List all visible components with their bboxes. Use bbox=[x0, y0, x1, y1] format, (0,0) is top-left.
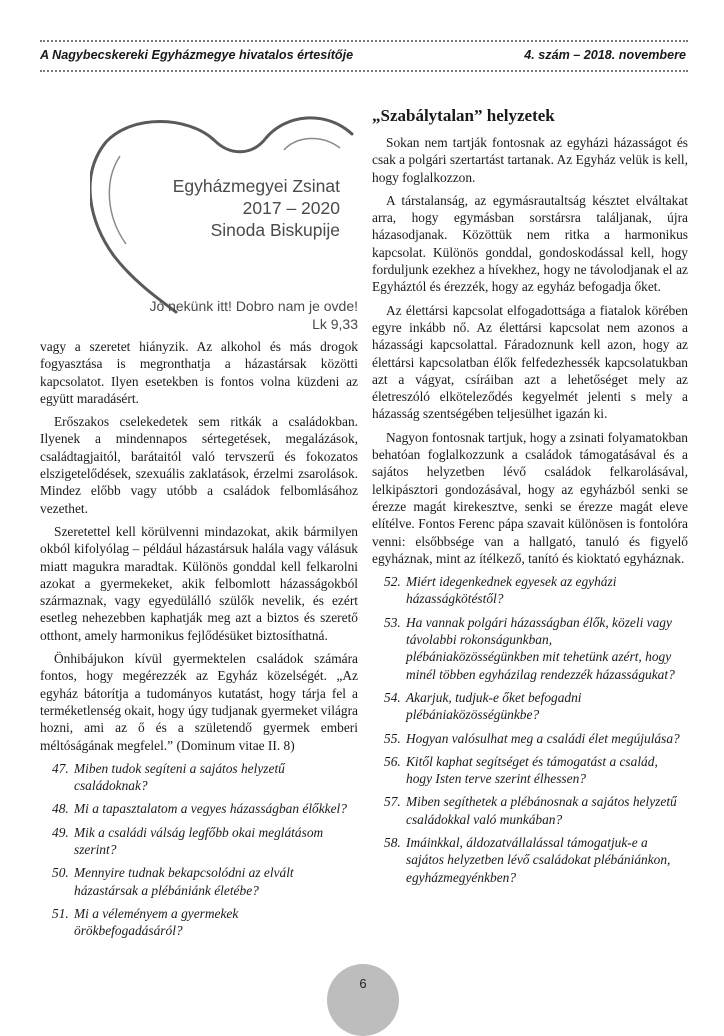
header-rule-bottom bbox=[40, 70, 688, 72]
synod-name-serbian: Sinoda Biskupije bbox=[210, 220, 340, 240]
header-publication-title: A Nagybecskereki Egyházmegye hivatalos értesítője bbox=[40, 48, 354, 62]
question-item bbox=[372, 793, 688, 828]
header-rule-top bbox=[40, 40, 688, 42]
question-item bbox=[372, 689, 688, 724]
paragraph: Szeretettel kell körülvenni mindazokat, akik bármilyen okból kifolyólag – például házastársuk halála vagy válásuk miatt magukra maradtak. Különös gonddal kell felkarolni azokat a gyermekeket, akik felbomlott házasságokból származnak, vagy egyedülálló szülők nevelik, és ezért esetleg nehezebben kaphatják meg azt a biztos és szerető otthont, amely harmonikus fejlődésüket biztosíthatná. bbox=[40, 523, 358, 643]
header-issue-date: 4. szám – 2018. novembere bbox=[524, 48, 686, 62]
question-text: Mik a családi válság legfőbb okai meglátásom szerint? bbox=[74, 824, 324, 858]
question-number: 47. bbox=[52, 760, 69, 776]
paragraph: Sokan nem tartják fontosnak az egyházi házasságot és csak a polgári szertartást tartanak. Az Egyház velük is kell, hogy foglalkozzon. bbox=[372, 135, 688, 185]
page-number-badge bbox=[327, 964, 399, 1036]
question-item bbox=[372, 730, 688, 747]
question-text: Miért idegenkednek egyesek az egyházi házasságkötéstől? bbox=[406, 574, 617, 607]
paragraph: vagy a szeretet hiányzik. Az alkohol és más drogok fogyasztása is megronthatja a házastársak közötti kapcsolatot. Ilyen esetekben is fontos volna küzdeni az együtt maradásért. bbox=[40, 339, 358, 406]
question-text: Miben segíthetek a plébánosnak a sajátos helyzetű családokkal való munkában? bbox=[406, 794, 677, 827]
question-item bbox=[372, 834, 688, 886]
question-number: 53. bbox=[384, 614, 401, 630]
paragraph: Önhibájukon kívül gyermektelen családok számára fontos, hogy megérezzék az Egyház közelségét. „Az egyház bátorítja a tudományos kutatást, hogy tárja fel a terméketlenség okait, hogy úgy tudjanak gyermeket világra hozni, ami az ő és a születendő gyermek emberi méltóságának megfelel.” (Dominum vitae II. 8) bbox=[40, 651, 358, 753]
question-text: Akarjuk, tudjuk-e őket befogadni plébániaközösségünkbe? bbox=[406, 689, 582, 723]
question-text: Miben tudok segíteni a sajátos helyzetű családoknak? bbox=[74, 760, 285, 794]
question-item bbox=[40, 760, 358, 795]
synod-name-hungarian: Egyházmegyei Zsinat bbox=[172, 176, 340, 196]
question-item bbox=[372, 573, 688, 608]
page-number: 6 bbox=[359, 976, 367, 991]
question-number: 48. bbox=[52, 801, 69, 817]
question-number: 55. bbox=[384, 730, 401, 746]
synod-motto: Jó nekünk itt! Dobro nam je ovde! bbox=[149, 298, 358, 314]
question-item bbox=[40, 824, 358, 859]
paragraph: Erőszakos cselekedetek sem ritkák a családokban. Ilyenek a mindennapos sértegetések, megalázások, családtagjaitól, barátaitól való tervszerű és fokozatos elszigetelődések, szexuális zaklatások, érzelmi zsarolások. Mindez előbb vagy utóbb a családok felbomlásához vezethet. bbox=[40, 414, 358, 516]
synod-logo bbox=[90, 116, 360, 342]
paragraph: A társtalanság, az egymásrautaltság késztet elváltakat arra, hogy egymásban sorstársra találjanak, újra házasodjanak. Közöttük nem ritka a harmonikus kapcsolat. Különös gonddal, gondoskodással kell, hogy forduljunk ezekhez a hívekhez, hogy ne távolodjanak el az Egyháztól és érezzék, hogy az egyház befogadja őket. bbox=[372, 192, 688, 295]
question-item bbox=[372, 753, 688, 788]
question-item bbox=[372, 614, 688, 683]
section-title: „Szabálytalan” helyzetek bbox=[372, 106, 555, 125]
question-number: 54. bbox=[384, 689, 401, 705]
question-text: Ha vannak polgári házasságban élők, közeli vagy távolabbi rokonságunkban, plébániaközösségünkben mit tehetünk azért, hogy minél többen egyházilag rendezzék házasságukat? bbox=[406, 614, 675, 682]
right-column bbox=[372, 106, 688, 892]
question-text: Hogyan valósulhat meg a családi élet megújulása? bbox=[406, 730, 680, 746]
question-item bbox=[40, 800, 358, 817]
synod-motto-reference: Lk 9,33 bbox=[312, 316, 358, 332]
question-number: 58. bbox=[384, 834, 401, 850]
question-number: 49. bbox=[52, 824, 69, 840]
question-text: Mennyire tudnak bekapcsolódni az elvált házastársak a plébániánk életébe? bbox=[74, 865, 294, 898]
paragraph: Nagyon fontosnak tartjuk, hogy a zsinati folyamatokban behatóan foglalkozzunk a családok támogatásával és a sajátos helyzetben lévő családok felkarolásával, lelkipásztori gondozásával, hogy az egyházból senki se érezze magát kirekesztve, senki se érezze magát eleve elítélve. Fontos Ferenc pápa szavait különösen is fontolóra venni: elsőbbsége van a hallgató, tanuló és figyelő egyháznak, mint az ítélkező, tanító és kioktató egyháznak. bbox=[372, 429, 688, 566]
question-number: 51. bbox=[52, 905, 69, 921]
question-number: 57. bbox=[384, 794, 401, 810]
question-text: Kitől kaphat segítséget és támogatást a család, hogy Isten terve szerint élhessen? bbox=[406, 753, 658, 787]
question-text: Mi a tapasztalatom a vegyes házasságban élőkkel? bbox=[74, 801, 347, 817]
left-column bbox=[40, 338, 358, 946]
question-item bbox=[40, 905, 358, 940]
question-number: 56. bbox=[384, 753, 401, 769]
paragraph: Az élettársi kapcsolat elfogadottsága a fiatalok körében egyre inkább nő. Az élettársi kapcsolat nem azonos a házassági kapcsolattal. Fáradoznunk kell azon, hogy az élettársi kapcsolatban élők felfedezhessék kapcsolatukban azt a vágyat, csíráiban azt a lehetőséget mely az életreszóló elköteleződés kegyelmét jelenti s mely a házasság szentségében teljesülhet igazán ki. bbox=[372, 302, 688, 422]
question-text: Imáinkkal, áldozatvállalással támogatjuk-e a sajátos helyzetben lévő családokat plébániánkon, egyházmegyénkben? bbox=[406, 834, 671, 885]
question-item bbox=[40, 864, 358, 899]
question-text: Mi a véleményem a gyermekek örökbefogadásáról? bbox=[74, 905, 239, 939]
question-number: 52. bbox=[384, 574, 401, 590]
synod-years: 2017 – 2020 bbox=[242, 198, 340, 218]
question-number: 50. bbox=[52, 865, 69, 881]
